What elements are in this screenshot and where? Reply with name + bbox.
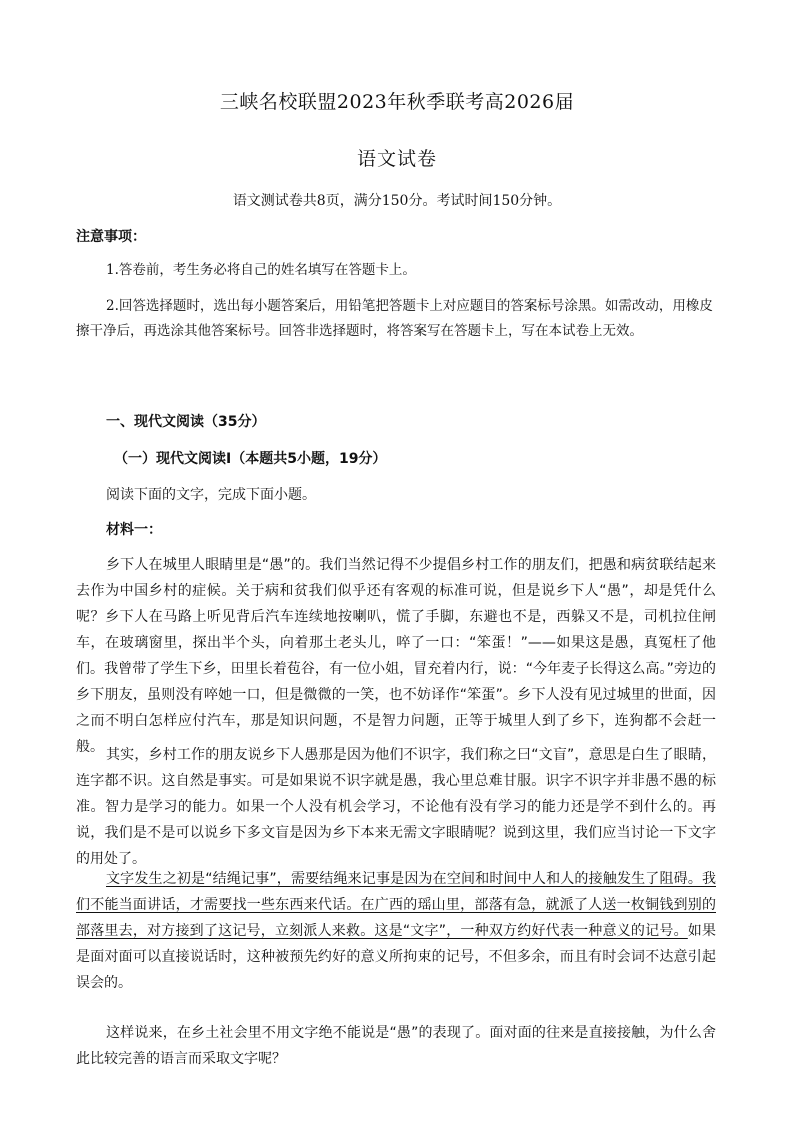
- passage-paragraph-3: [76, 866, 716, 996]
- exam-info: 语文测试卷共8页，满分150分。考试时间150分钟。: [232, 193, 562, 209]
- material-label: 材料一：: [106, 522, 162, 538]
- subsection-heading: （一）现代文阅读Ⅰ（本题共5小题，19分）: [114, 451, 387, 467]
- section-heading: 一、现代文阅读（35分）: [106, 414, 266, 430]
- exam-title: 三峡名校联盟2023年秋季联考高2026届: [219, 91, 575, 113]
- underlined-passage: 文字发生之初是“结绳记事”，需要结绳来记事是因为在空间和时间中人和人的接触发生了阻碍。我们不能当面讲话，才需要找一些东西来代话。在广西的瑶山里，部落有急，就派了人送一枚铜钱到别的部落里去，对方接到了这记号，立刻派人来救。这是“文字”，一种双方约好代表一种意义的记号。: [76, 871, 716, 939]
- subject-title: 语文试卷: [356, 148, 437, 170]
- note-item-1: 1.答卷前，考生务必将自己的姓名填写在答题卡上。: [106, 262, 416, 278]
- passage-paragraph-2: 其实，乡村工作的朋友说乡下人愚那是因为他们不识字，我们称之曰“文盲”，意思是白生了眼睛，连字都不识。这自然是事实。可是如果说不识字就是愚，我心里总难甘服。识字不识字并非愚不愚的标准。智力是学习的能力。如果一个人没有机会学习，不论他有没有学习的能力还是学不到什么的。再说，我们是不是可以说乡下多文盲是因为乡下本来无需文字眼睛呢？说到这里，我们应当讨论一下文字的用处了。: [76, 747, 716, 867]
- reading-instruction: 阅读下面的文字，完成下面小题。: [106, 487, 316, 503]
- passage-paragraph-1: 乡下人在城里人眼睛里是“愚”的。我们当然记得不少提倡乡村工作的朋友们，把愚和病贫联结起来去作为中国乡村的症候。关于病和贫我们似乎还有客观的标准可说，但是说乡下人“愚”，却是凭什么呢？乡下人在马路上听见背后汽车连续地按喇叭，慌了手脚，东避也不是，西躲又不是，司机拉住闸车，在玻璃窗里，探出半个头，向着那土老头儿，啐了一口：“笨蛋！”——如果这是愚，真冤枉了他们。我曾带了学生下乡，田里长着苞谷，有一位小姐，冒充着内行，说：“今年麦子长得这么高。”旁边的乡下朋友，虽则没有啐她一口，但是微微的一笑，也不妨译作“笨蛋”。乡下人没有见过城里的世面，因之而不明白怎样应付汽车，那是知识问题，不是智力问题，正等于城里人到了乡下，连狗都不会赶一般。: [76, 557, 716, 755]
- paragraph-3-rest: 如果是面对面可以直接说话时，这种被预先约好的意义所拘束的记号，不但多余，而且有时会词不达意引起误会的。: [76, 923, 716, 991]
- note-item-2: 2.回答选择题时，选出每小题答案后，用铅笔把答题卡上对应题目的答案标号涂黑。如需改动，用橡皮擦干净后，再选涂其他答案标号。回答非选择题时，将答案写在答题卡上，写在本试卷上无效。: [76, 298, 713, 339]
- notes-heading: 注意事项：: [76, 229, 146, 245]
- passage-paragraph-4: 这样说来，在乡土社会里不用文字绝不能说是“愚”的表现了。面对面的往来是直接接触，为什么舍此比较完善的语言而采取文字呢？: [76, 1025, 716, 1067]
